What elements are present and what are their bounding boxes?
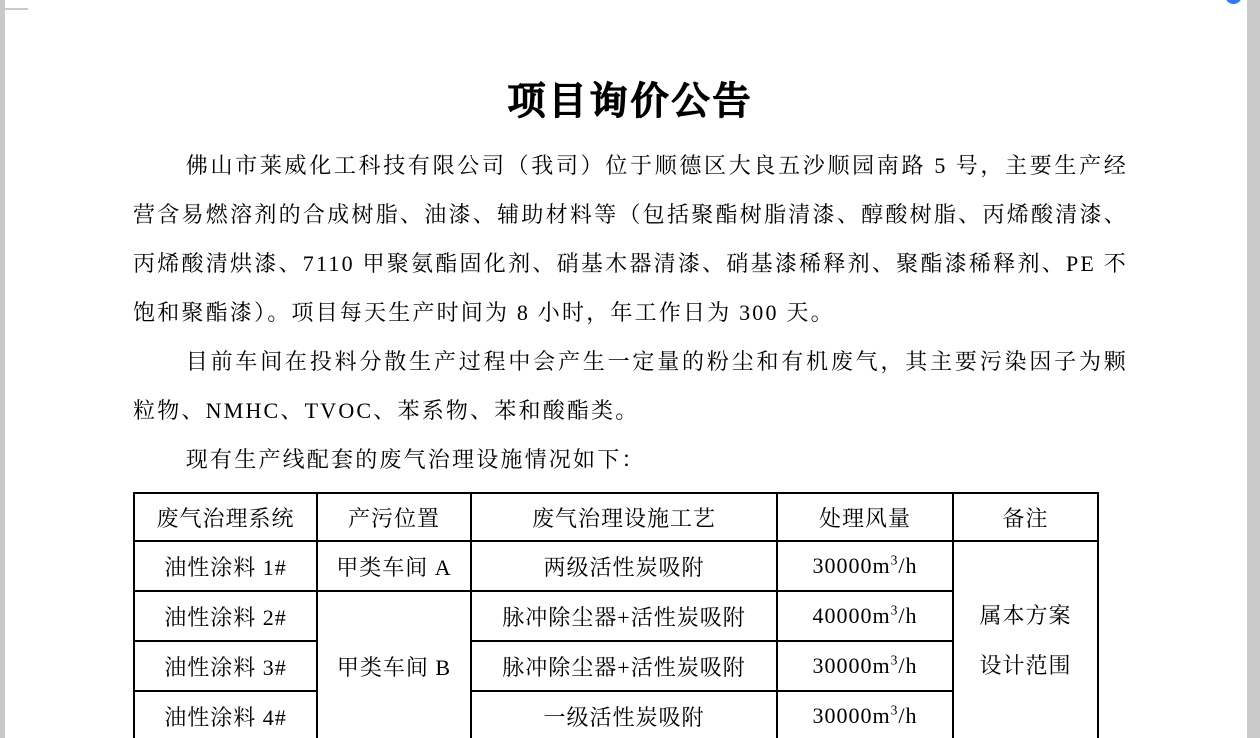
right-page-gutter xyxy=(1247,0,1260,738)
cell-system: 油性涂料 3# xyxy=(134,641,317,691)
airflow-exponent: 3 xyxy=(890,552,899,568)
airflow-value: 30000m xyxy=(812,653,891,678)
table-header-row xyxy=(134,493,1098,541)
airflow-exponent: 3 xyxy=(890,702,899,718)
remark-line-2: 设计范围 xyxy=(979,653,1072,678)
airflow-unit: /h xyxy=(898,603,918,628)
waste-gas-facilities-table xyxy=(133,492,1099,738)
cell-system: 油性涂料 4# xyxy=(134,691,317,738)
cell-process: 一级活性炭吸附 xyxy=(471,691,777,738)
remark-line-1: 属本方案 xyxy=(979,603,1072,628)
cell-process: 两级活性炭吸附 xyxy=(471,541,777,591)
document-title: 项目询价公告 xyxy=(507,81,754,123)
cell-system: 油性涂料 1# xyxy=(134,541,317,591)
cell-airflow xyxy=(777,641,953,691)
paragraph-company-intro: 佛山市莱威化工科技有限公司（我司）位于顺德区大良五沙顺园南路 5 号，主要生产经营含易燃溶剂的合成树脂、油漆、辅助材料等（包括聚酯树脂清漆、醇酸树脂、丙烯酸清漆、丙烯酸清烘漆、7110 甲聚氨酯固化剂、硝基木器清漆、硝基漆稀释剂、聚酯漆稀释剂、PE 不饱和聚酯漆）。项目每天生产时间为 8 小时，年工作日为 300 天。 xyxy=(133,153,1128,325)
airflow-value: 30000m xyxy=(812,553,891,578)
airflow-exponent: 3 xyxy=(890,652,899,668)
header-airflow: 处理风量 xyxy=(777,493,953,541)
cell-airflow xyxy=(777,591,953,641)
header-process: 废气治理设施工艺 xyxy=(471,493,777,541)
header-location: 产污位置 xyxy=(317,493,471,541)
airflow-unit: /h xyxy=(898,703,918,728)
cell-airflow xyxy=(777,541,953,591)
cell-location-merged: 甲类车间 B xyxy=(317,591,471,738)
left-page-gutter xyxy=(0,0,5,738)
cell-location: 甲类车间 A xyxy=(317,541,471,591)
airflow-exponent: 3 xyxy=(890,602,899,618)
cell-process: 脉冲除尘器+活性炭吸附 xyxy=(471,591,777,641)
header-system: 废气治理系统 xyxy=(134,493,317,541)
header-remark: 备注 xyxy=(953,493,1098,541)
airflow-unit: /h xyxy=(898,653,918,678)
cell-remark-merged xyxy=(953,541,1098,738)
table-row xyxy=(134,541,1098,591)
cell-airflow xyxy=(777,691,953,738)
document-page xyxy=(133,0,1128,738)
page-corner-mark xyxy=(5,8,28,10)
paragraph-table-lead-in: 现有生产线配套的废气治理设施情况如下： xyxy=(185,447,646,472)
airflow-value: 40000m xyxy=(812,603,891,628)
cell-system: 油性涂料 2# xyxy=(134,591,317,641)
airflow-value: 30000m xyxy=(812,703,891,728)
paragraph-pollutants: 目前车间在投料分散生产过程中会产生一定量的粉尘和有机废气，其主要污染因子为颗粒物、NMHC、TVOC、苯系物、苯和酸酯类。 xyxy=(133,349,1128,423)
airflow-unit: /h xyxy=(898,553,918,578)
floating-blue-button-icon[interactable] xyxy=(1225,0,1242,4)
cell-process: 脉冲除尘器+活性炭吸附 xyxy=(471,641,777,691)
